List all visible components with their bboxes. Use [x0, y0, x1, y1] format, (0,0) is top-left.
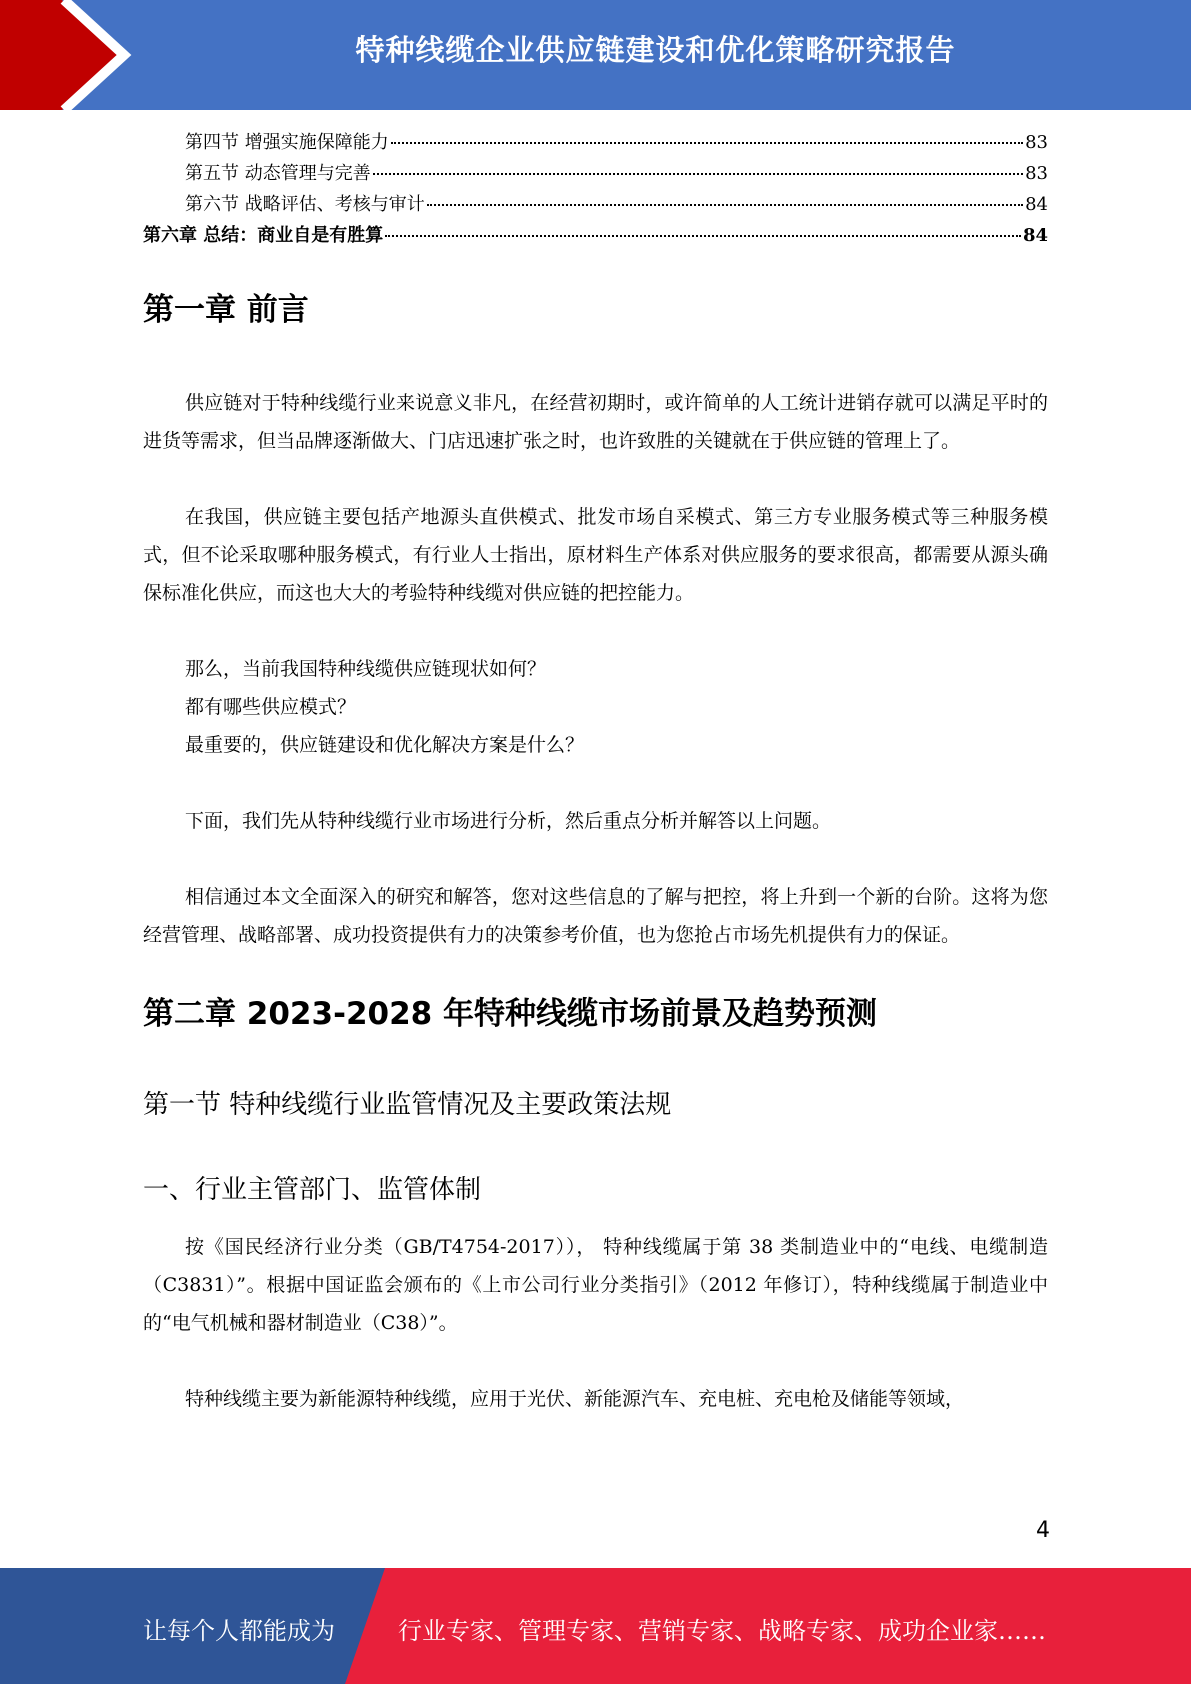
section-title: 第一节 特种线缆行业监管情况及主要政策法规: [143, 1089, 672, 1120]
page-footer: [0, 1568, 1191, 1684]
toc-entry-page: 84: [1025, 194, 1048, 215]
header-title: 特种线缆企业供应链建设和优化策略研究报告: [355, 33, 956, 67]
question-line: 最重要的，供应链建设和优化解决方案是什么？: [185, 734, 585, 757]
paragraph: 供应链对于特种线缆行业来说意义非凡，在经营初期时，或许简单的人工统计进销存就可以满足平时的进货等需求，但当品牌逐渐做大、门店迅速扩张之时，也许致胜的关键就在于供应链的管理上了。: [143, 392, 1048, 453]
toc-entry-label: 第五节 动态管理与完善: [185, 163, 371, 184]
toc-entry-label: 第四节 增强实施保障能力: [185, 132, 389, 153]
toc-entry-page: 83: [1025, 163, 1048, 184]
question-line: 那么，当前我国特种线缆供应链现状如何？: [185, 658, 547, 681]
chapter-2-title: 第二章 2023-2028 年特种线缆市场前景及趋势预测: [143, 996, 878, 1033]
document-body: [143, 290, 1048, 1418]
paragraph: 相信通过本文全面深入的研究和解答，您对这些信息的了解与把控，将上升到一个新的台阶。这将为您经营管理、战略部署、成功投资提供有力的决策参考价值，也为您抢占市场先机提供有力的保证。: [143, 886, 1048, 947]
toc-entry-page: 84: [1022, 225, 1048, 246]
toc-entry[interactable]: [143, 190, 1048, 221]
toc-dot-leader: [373, 173, 1023, 175]
chapter-1-title: 第一章 前言: [143, 292, 309, 328]
page-number: 4: [1036, 1518, 1050, 1543]
paragraph: 在我国，供应链主要包括产地源头直供模式、批发市场自采模式、第三方专业服务模式等三种服务模式，但不论采取哪种服务模式，有行业人士指出，原材料生产体系对供应服务的要求很高，都需要从源头确保标准化供应，而这也大大的考验特种线缆对供应链的把控能力。: [143, 506, 1048, 605]
question-line: 都有哪些供应模式？: [185, 696, 357, 719]
paragraph: 特种线缆主要为新能源特种线缆，应用于光伏、新能源汽车、充电桩、充电枪及储能等领域，: [185, 1388, 965, 1411]
toc-entry-label: 第六章 总结：商业自是有胜算: [143, 225, 384, 246]
toc-entry-page: 83: [1025, 132, 1048, 153]
paragraph: 按《国民经济行业分类（GB/T4754-2017））， 特种线缆属于第 38 类制造业中的“电线、电缆制造（C3831）”。根据中国证监会颁布的《上市公司行业分类指引》（2012 年修订），特种线缆属于制造业中的“电气机械和器材制造业（C38）”。: [143, 1236, 1048, 1335]
toc-entry[interactable]: [143, 128, 1048, 159]
subsection-title: 一、行业主管部门、监管体制: [143, 1175, 482, 1206]
page-header: [0, 0, 1191, 110]
toc-dot-leader: [427, 204, 1023, 206]
toc-entry[interactable]: [143, 159, 1048, 190]
table-of-contents: [143, 128, 1048, 252]
toc-dot-leader: [391, 142, 1023, 144]
paragraph: 下面，我们先从特种线缆行业市场进行分析，然后重点分析并解答以上问题。: [185, 810, 832, 833]
footer-slogan-left: 让每个人都能成为: [143, 1617, 335, 1645]
toc-entry[interactable]: [143, 221, 1048, 252]
toc-entry-label: 第六节 战略评估、考核与审计: [185, 194, 425, 215]
footer-slogan-right: 行业专家、管理专家、营销专家、战略专家、成功企业家……: [398, 1617, 1046, 1645]
toc-dot-leader: [385, 235, 1021, 237]
